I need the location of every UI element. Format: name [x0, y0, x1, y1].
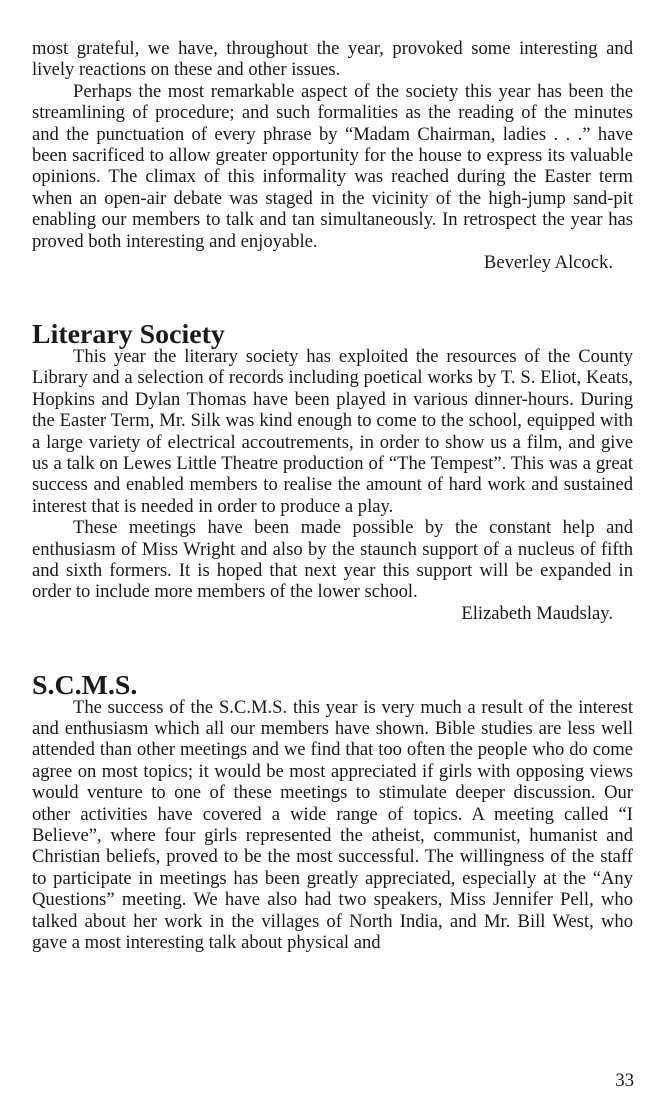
intro-paragraph: Perhaps the most remarkable aspect of the society this year has been the streamlining of procedure; and such formalities as the reading of the minutes and the punctuation of every phrase by “Madam Chairman, ladies . . .” have been sacrificed to allow greater opportunity for the house to express its valuable opinions. The climax of this informality was reached during the Easter term when an open-air debate was staged in the vicinity of the high-jump sand-pit enabling our members to talk and tan simultaneously. In retrospect the year has proved both interesting and enjoyable. — [32, 80, 633, 252]
literary-society-heading: Literary Society — [32, 319, 225, 351]
page-number: 33 — [615, 1070, 634, 1091]
intro-signature: Beverley Alcock. — [483, 252, 613, 274]
intro-paragraph-continued: most grateful, we have, throughout the year, provoked some interesting and lively reactions on these and other issues. — [32, 38, 633, 81]
scms-paragraph: The success of the S.C.M.S. this year is very much a result of the interest and enthusiasm which all our members have shown. Bible studies are less well attended than other meetings and we find that too often the people who do come agree on most topics; it would be most appreciated if girls with opposing views would venture to one of these meetings to stimulate deeper discussion. Our other activities have covered a wide range of topics. A meeting called “I Believe”, where four girls represented the atheist, communist, humanist and Christian beliefs, proved to be the most successful. The willingness of the staff to participate in meetings has been greatly appreciated, especially at the “Any Questions” meeting. We have also had two speakers, Miss Jennifer Pell, who talked about her work in the villages of North India, and Mr. Bill West, who gave a most interesting talk about physical and — [32, 696, 633, 954]
section-spacer — [32, 273, 633, 324]
intro-section — [32, 38, 633, 273]
section-spacer — [32, 624, 633, 675]
literary-society-section — [32, 319, 633, 624]
document-page — [32, 38, 633, 953]
scms-heading: S.C.M.S. — [32, 670, 138, 702]
literary-society-paragraph: This year the literary society has exploited the resources of the County Library and a selection of records including poetical works by T. S. Eliot, Keats, Hopkins and Dylan Thomas have been played in various dinner-hours. During the Easter Term, Mr. Silk was kind enough to come to the school, equipped with a large variety of electrical accoutrements, in order to show us a film, and give us a talk on Lewes Little Theatre production of “The Tempest”. This was a great success and enabled members to realise the amount of hard work and sustained interest that is needed in order to produce a play. — [32, 345, 633, 517]
literary-society-signature: Elizabeth Maudslay. — [461, 602, 613, 624]
literary-society-paragraph: These meetings have been made possible by the constant help and enthusiasm of Miss Wright and also by the staunch support of a nucleus of fifth and sixth formers. It is hoped that next year this support will be expanded in order to include more members of the lower school. — [32, 517, 633, 603]
scms-section — [32, 670, 633, 954]
